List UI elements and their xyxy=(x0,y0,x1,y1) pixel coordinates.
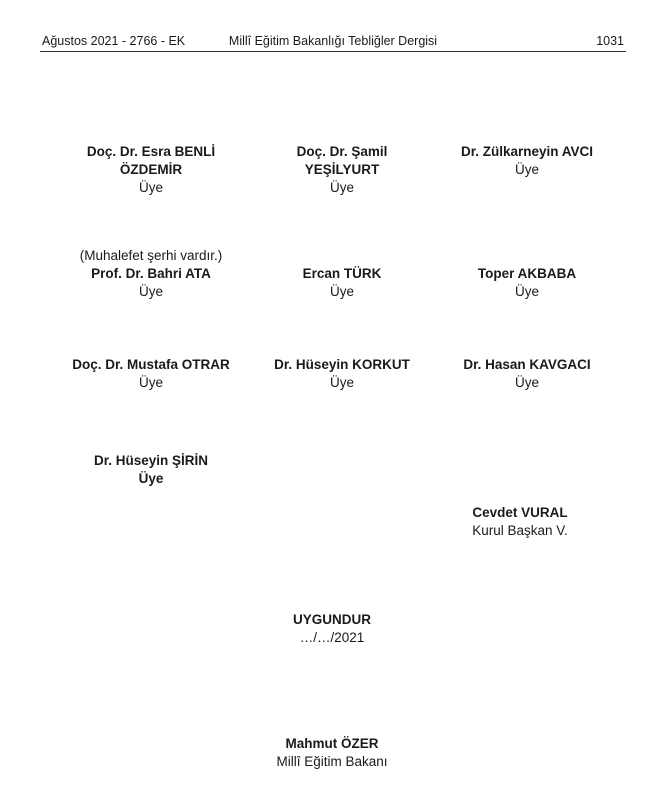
header-issue: Ağustos 2021 - 2766 - EK xyxy=(42,34,186,48)
signatory-role: Üye xyxy=(138,284,163,299)
signatory-korkut xyxy=(247,356,437,392)
signatory-role: Üye xyxy=(138,471,164,486)
approval-label: UYGUNDUR xyxy=(292,612,371,627)
signatory-sirin xyxy=(56,452,246,488)
signatory-name: Dr. Hüseyin ŞİRİN xyxy=(93,453,209,468)
signatory-avci xyxy=(432,143,622,179)
signatory-akbaba xyxy=(432,265,622,301)
signatory-role: Kurul Başkan V. xyxy=(472,523,568,538)
signatory-name-cont: YEŞİLYURT xyxy=(304,162,380,177)
signatory-kavgaci xyxy=(432,356,622,392)
signatory-role: Üye xyxy=(329,284,354,299)
minister-name: Mahmut ÖZER xyxy=(285,736,379,751)
header-rule xyxy=(40,51,626,52)
signatory-name: Ercan TÜRK xyxy=(302,266,382,281)
minister-title: Millî Eğitim Bakanı xyxy=(276,754,388,769)
signatory-role: Üye xyxy=(329,180,354,195)
signatory-name-cont: ÖZDEMİR xyxy=(119,162,183,177)
signatory-name: Dr. Hüseyin KORKUT xyxy=(274,357,410,372)
signatory-name: Cevdet VURAL xyxy=(472,505,568,520)
approval-date: …/…/2021 xyxy=(299,630,365,645)
header-journal-title: Millî Eğitim Bakanlığı Tebliğler Dergisi xyxy=(228,34,438,48)
signatory-name: Dr. Zülkarneyin AVCI xyxy=(460,144,594,159)
approval-block xyxy=(232,611,432,647)
signatory-role: Üye xyxy=(514,284,539,299)
signatory-role: Üye xyxy=(138,180,163,195)
signatory-role: Üye xyxy=(138,375,163,390)
signatory-name: Doç. Dr. Şamil xyxy=(296,144,388,159)
signatory-name: Prof. Dr. Bahri ATA xyxy=(91,266,211,281)
header-page-number: 1031 xyxy=(596,34,624,48)
signatory-role: Üye xyxy=(329,375,354,390)
signatory-name: Toper AKBABA xyxy=(477,266,577,281)
signatory-vural xyxy=(420,504,620,540)
minister-block xyxy=(232,735,432,771)
signatory-name: Dr. Hasan KAVGACI xyxy=(463,357,591,372)
signatory-turk xyxy=(247,265,437,301)
signatory-name: Doç. Dr. Mustafa OTRAR xyxy=(72,357,230,372)
signatory-otrar xyxy=(56,356,246,392)
signatory-role: Üye xyxy=(514,375,539,390)
signatory-ata xyxy=(56,247,246,301)
signatory-benli xyxy=(56,143,246,197)
signatory-yesilyurt xyxy=(247,143,437,197)
dissent-note: (Muhalefet şerhi vardır.) xyxy=(79,248,223,263)
signatory-role: Üye xyxy=(514,162,539,177)
signatory-name: Doç. Dr. Esra BENLİ xyxy=(86,144,216,159)
